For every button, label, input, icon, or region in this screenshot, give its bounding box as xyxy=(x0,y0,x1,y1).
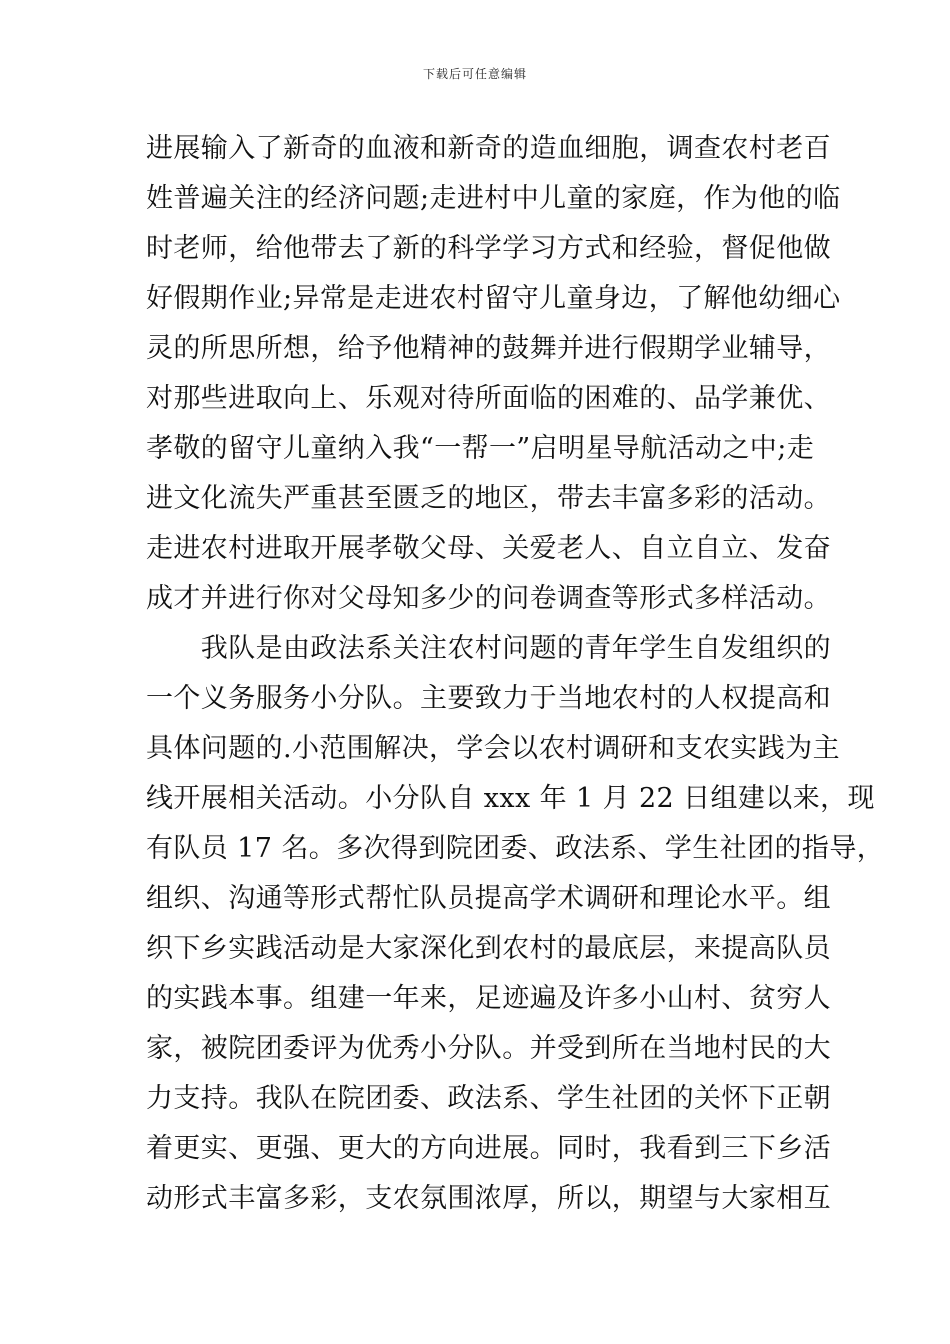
text-line: 进展输入了新奇的血液和新奇的造血细胞，调查农村老百 xyxy=(146,133,831,164)
text-line: 灵的所思所想，给予他精神的鼓舞并进行假期学业辅导， xyxy=(146,333,831,364)
text-line: 动形式丰富多彩，支农氛围浓厚，所以，期望与大家相互 xyxy=(146,1183,831,1214)
text-line: 走进农村进取开展孝敬父母、关爱老人、自立自立、发奋 xyxy=(146,533,831,564)
text-line: 孝敬的留守儿童纳入我“一帮一”启明星导航活动之中;走 xyxy=(146,433,815,464)
text-line: 时老师，给他带去了新的科学学习方式和经验，督促他做 xyxy=(146,233,831,264)
text-line: 具体问题的.小范围解决，学会以农村调研和支农实践为主 xyxy=(146,733,840,764)
text-line: 织下乡实践活动是大家深化到农村的最底层，来提高队员 xyxy=(146,933,831,964)
text-line: 对那些进取向上、乐观对待所面临的困难的、品学兼优、 xyxy=(146,383,831,414)
page-header: 下载后可任意编辑 xyxy=(422,67,527,81)
text-line: 好假期作业;异常是走进农村留守儿童身边，了解他幼细心 xyxy=(146,283,841,314)
paragraph-start-line: 我队是由政法系关注农村问题的青年学生自发组织的 xyxy=(146,633,831,664)
text-line: 的实践本事。组建一年来，足迹遍及许多小山村、贫穷人 xyxy=(146,983,831,1014)
text-line: 着更实、更强、更大的方向进展。同时，我看到三下乡活 xyxy=(146,1133,831,1164)
text-line: 成才并进行你对父母知多少的问卷调查等形式多样活动。 xyxy=(146,583,831,614)
text-line: 力支持。我队在院团委、政法系、学生社团的关怀下正朝 xyxy=(146,1083,831,1114)
text-line: 组织、沟通等形式帮忙队员提高学术调研和理论水平。组 xyxy=(146,883,831,914)
text-line: 有队员 17 名。多次得到院团委、政法系、学生社团的指导， xyxy=(146,833,885,864)
text-line: 进文化流失严重甚至匮乏的地区，带去丰富多彩的活动。 xyxy=(146,483,831,514)
text-line: 一个义务服务小分队。主要致力于当地农村的人权提高和 xyxy=(146,683,831,714)
text-line: 家，被院团委评为优秀小分队。并受到所在当地村民的大 xyxy=(146,1033,831,1064)
body-text xyxy=(146,124,885,1224)
text-line: 线开展相关活动。小分队自 xxx 年 1 月 22 日组建以来，现 xyxy=(146,783,875,814)
text-line: 姓普遍关注的经济问题;走进村中儿童的家庭，作为他的临 xyxy=(146,183,841,214)
